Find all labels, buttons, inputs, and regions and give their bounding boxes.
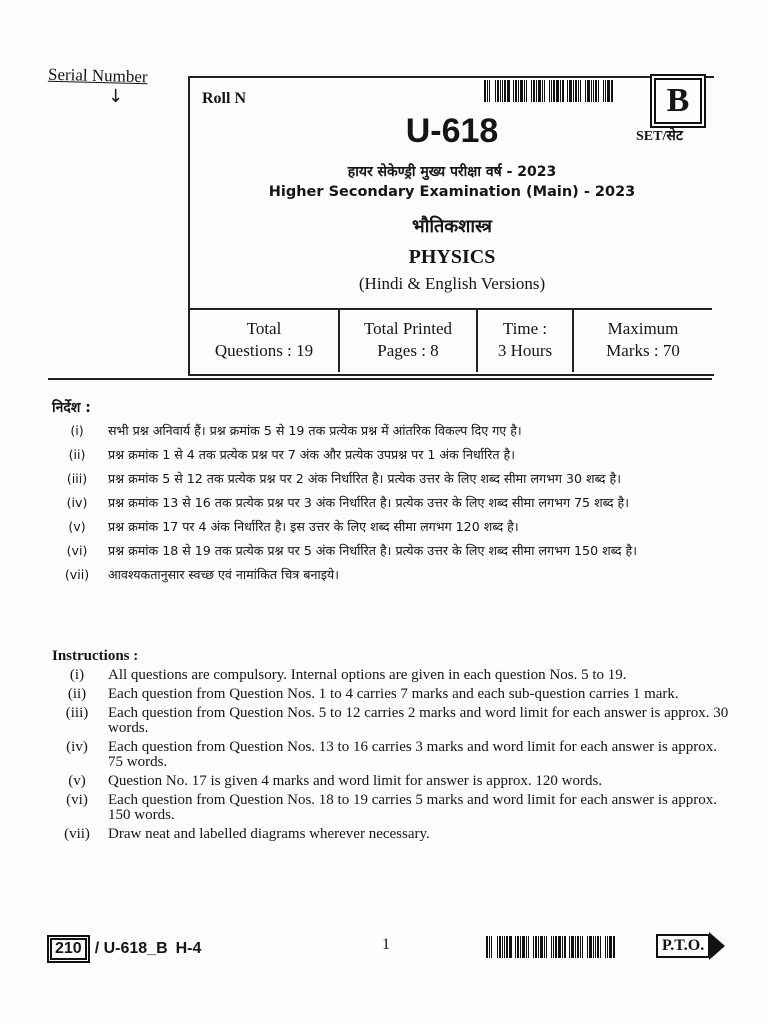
bottom-barcode — [486, 936, 646, 958]
barcode-bar — [607, 80, 610, 102]
barcode-bar — [540, 936, 543, 958]
barcode-bar — [489, 936, 490, 958]
footer-box-code: 210 — [50, 938, 87, 960]
barcode-bar — [595, 80, 597, 102]
barcode-bar — [515, 80, 517, 102]
barcode-bar — [600, 936, 601, 958]
versions-note: (Hindi & English Versions) — [358, 274, 546, 293]
total-pages-cell — [340, 310, 478, 372]
directions-title-hindi: निर्देश : — [52, 400, 91, 416]
barcode-bar — [611, 80, 613, 102]
barcode-bar — [602, 936, 604, 958]
barcode-bar — [571, 936, 574, 958]
barcode-bar — [613, 936, 615, 958]
max-marks-line2: Marks : 70 — [606, 341, 680, 360]
barcode-bar — [502, 936, 503, 958]
exam-title-english: Higher Secondary Examination (Main) - 2023 — [268, 184, 636, 200]
list-item: (v) प्रश्न क्रमांक 17 पर 4 अंक निर्धारित है। इस उत्तर के लिए शब्द सीमा लगभग 120 शब्द है। — [68, 519, 519, 534]
total-questions-cell — [190, 310, 340, 372]
barcode-bar — [555, 936, 557, 958]
barcode-bar — [499, 936, 501, 958]
barcode-bar — [495, 80, 496, 102]
list-item: (i) All questions are compulsory. Internal options are given in each question Nos. 5 to 19. — [69, 667, 627, 683]
barcode-bar — [582, 936, 583, 958]
barcode-bar — [511, 80, 512, 102]
barcode-bar — [526, 80, 527, 102]
barcode-bar — [605, 936, 606, 958]
barcode-bar — [486, 936, 488, 958]
barcode-bar — [584, 936, 586, 958]
barcode-bar — [538, 936, 539, 958]
barcode-bar — [517, 936, 519, 958]
barcode-bar — [526, 936, 527, 958]
section-divider — [48, 378, 712, 380]
set-letter-box: B — [654, 78, 702, 124]
pto-arrow-icon — [709, 932, 725, 960]
barcode-bar — [513, 80, 514, 102]
barcode-bar — [598, 80, 599, 102]
footer-series: H-4 — [175, 940, 202, 957]
total-pages-line2: Pages : 8 — [377, 341, 439, 360]
barcode-bar — [603, 80, 604, 102]
barcode-bar — [582, 80, 584, 102]
exam-info-table — [190, 308, 712, 372]
barcode-bar — [522, 936, 525, 958]
footer-code-group — [50, 938, 201, 960]
instructions-title-english: Instructions : — [52, 648, 139, 664]
barcode-bar — [520, 936, 521, 958]
barcode-bar — [528, 936, 529, 958]
instructions-list-english — [52, 668, 732, 846]
barcode-bar — [509, 936, 512, 958]
paper-code: U-618 — [405, 112, 499, 150]
barcode-bar — [502, 80, 503, 102]
barcode-bar — [548, 936, 550, 958]
page-number: 1 — [382, 936, 390, 953]
barcode-bar — [595, 936, 596, 958]
barcode-bar — [493, 936, 496, 958]
set-label: SET/सेट — [636, 129, 683, 144]
pto-label: P.T.O. — [656, 934, 710, 958]
barcode-bar — [531, 80, 532, 102]
barcode-bar — [515, 936, 516, 958]
barcode-bar — [533, 936, 534, 958]
barcode-bar — [556, 80, 559, 102]
barcode-bar — [577, 936, 579, 958]
barcode-bar — [484, 80, 486, 102]
barcode-bar — [491, 80, 494, 102]
barcode-bar — [565, 80, 566, 102]
barcode-bar — [500, 80, 501, 102]
barcode-bar — [564, 936, 566, 958]
barcode-bar — [513, 936, 514, 958]
barcode-bar — [544, 936, 545, 958]
subject-hindi: भौतिकशास्त्र — [412, 216, 492, 237]
barcode-bar — [551, 936, 552, 958]
barcode-bar — [609, 936, 612, 958]
exam-title-hindi: हायर सेकेण्ड्री मुख्य परीक्षा वर्ष - 2023 — [347, 164, 557, 180]
barcode-bar — [536, 80, 537, 102]
time-line2: 3 Hours — [497, 341, 553, 360]
barcode-bar — [506, 936, 508, 958]
barcode-bar — [524, 80, 525, 102]
barcode-bar — [591, 80, 592, 102]
barcode-bar — [593, 936, 594, 958]
serial-number-label: Serial Number — [47, 64, 148, 87]
barcode-bar — [544, 80, 545, 102]
subject-english: PHYSICS — [408, 246, 496, 268]
list-item: (ii) प्रश्न क्रमांक 1 से 4 तक प्रत्येक प्रश्न पर 7 अंक और प्रत्येक उपप्रश्न पर 1 अंक निर्धारित है। — [68, 447, 515, 462]
barcode-bar — [535, 936, 537, 958]
barcode-bar — [589, 936, 592, 958]
barcode-bar — [504, 936, 505, 958]
list-item: (iv) Each question from Question Nos. 13 to 16 carries 3 marks and word limit for each answer is approx. 75 words. — [66, 739, 718, 770]
barcode-bar — [580, 80, 581, 102]
barcode-bar — [551, 80, 552, 102]
barcode-bar — [487, 80, 488, 102]
barcode-bar — [597, 936, 599, 958]
barcode-bar — [580, 936, 581, 958]
roll-number-label: Roll N — [202, 90, 246, 107]
list-item: (vii) Draw neat and labelled diagrams wherever necessary. — [64, 826, 430, 842]
barcode-bar — [520, 80, 523, 102]
total-questions-line1: Total — [246, 319, 282, 338]
barcode-bar — [575, 936, 576, 958]
barcode-bar — [507, 80, 510, 102]
barcode-bar — [569, 936, 570, 958]
barcode-bar — [562, 80, 564, 102]
barcode-bar — [489, 80, 490, 102]
barcode-bar — [575, 80, 577, 102]
max-marks-line1: Maximum — [607, 319, 679, 338]
barcode-bar — [553, 936, 554, 958]
barcode-bar — [605, 80, 606, 102]
barcode-bar — [558, 936, 561, 958]
top-barcode — [484, 80, 640, 102]
list-item: (vii) आवश्यकतानुसार स्वच्छ एवं नामांकित चित्र बनाइये। — [64, 567, 339, 582]
list-item: (vi) प्रश्न क्रमांक 18 से 19 तक प्रत्येक प्रश्न पर 5 अंक निर्धारित है। प्रत्येक उत्तर के लिए शब्द सीमा लगभग 150 शब्द है। — [66, 543, 637, 558]
barcode-bar — [497, 80, 499, 102]
total-pages-line1: Total Printed — [363, 319, 453, 338]
total-questions-line2: Questions : 19 — [214, 341, 314, 360]
list-item: (ii) Each question from Question Nos. 1 to 4 carries 7 marks and each sub-question carries 1 mark. — [67, 686, 679, 702]
barcode-bar — [518, 80, 519, 102]
barcode-bar — [553, 80, 555, 102]
barcode-bar — [530, 936, 532, 958]
list-item: (iv) प्रश्न क्रमांक 13 से 16 तक प्रत्येक प्रश्न पर 3 अंक निर्धारित है। प्रत्येक उत्तर के लिए शब्द सीमा लगभग 75 शब्द है। — [66, 495, 629, 510]
barcode-bar — [542, 80, 543, 102]
barcode-bar — [567, 936, 568, 958]
serial-arrow-icon: ↓ — [108, 86, 124, 107]
barcode-bar — [600, 80, 602, 102]
barcode-bar — [504, 80, 506, 102]
barcode-bar — [562, 936, 563, 958]
time-line1: Time : — [502, 319, 548, 338]
barcode-bar — [546, 80, 548, 102]
footer-paper-ref: / U-618_B — [94, 940, 168, 957]
barcode-bar — [533, 80, 535, 102]
barcode-bar — [497, 936, 498, 958]
barcode-bar — [491, 936, 492, 958]
barcode-bar — [560, 80, 561, 102]
barcode-bar — [587, 936, 588, 958]
barcode-bar — [569, 80, 572, 102]
barcode-bar — [607, 936, 608, 958]
time-cell — [478, 310, 574, 372]
list-item: (vi) Each question from Question Nos. 18 to 19 carries 5 marks and word limit for each answer is approx. 150 words. — [66, 792, 718, 823]
barcode-bar — [546, 936, 547, 958]
barcode-bar — [578, 80, 579, 102]
barcode-bar — [585, 80, 586, 102]
barcode-bar — [587, 80, 590, 102]
list-item: (v) Question No. 17 is given 4 marks and word limit for answer is approx. 120 words. — [68, 773, 603, 789]
list-item: (iii) प्रश्न क्रमांक 5 से 12 तक प्रत्येक प्रश्न पर 2 अंक निर्धारित है। प्रत्येक उत्तर के लिए शब्द सीमा लगभग 30 शब्द है। — [66, 471, 621, 486]
barcode-bar — [567, 80, 568, 102]
barcode-bar — [549, 80, 550, 102]
max-marks-cell — [574, 310, 712, 372]
barcode-bar — [538, 80, 541, 102]
directions-list-hindi — [52, 420, 732, 588]
list-item: (iii) Each question from Question Nos. 5 to 12 carries 2 marks and word limit for each answer is approx. 30 words. — [65, 705, 729, 736]
barcode-bar — [573, 80, 574, 102]
barcode-bar — [593, 80, 594, 102]
list-item: (i) सभी प्रश्न अनिवार्य हैं। प्रश्न क्रमांक 5 से 19 तक प्रत्येक प्रश्न में आंतरिक विकल्प दिए गए है। — [70, 423, 522, 438]
barcode-bar — [528, 80, 530, 102]
pto-marker — [656, 932, 725, 960]
